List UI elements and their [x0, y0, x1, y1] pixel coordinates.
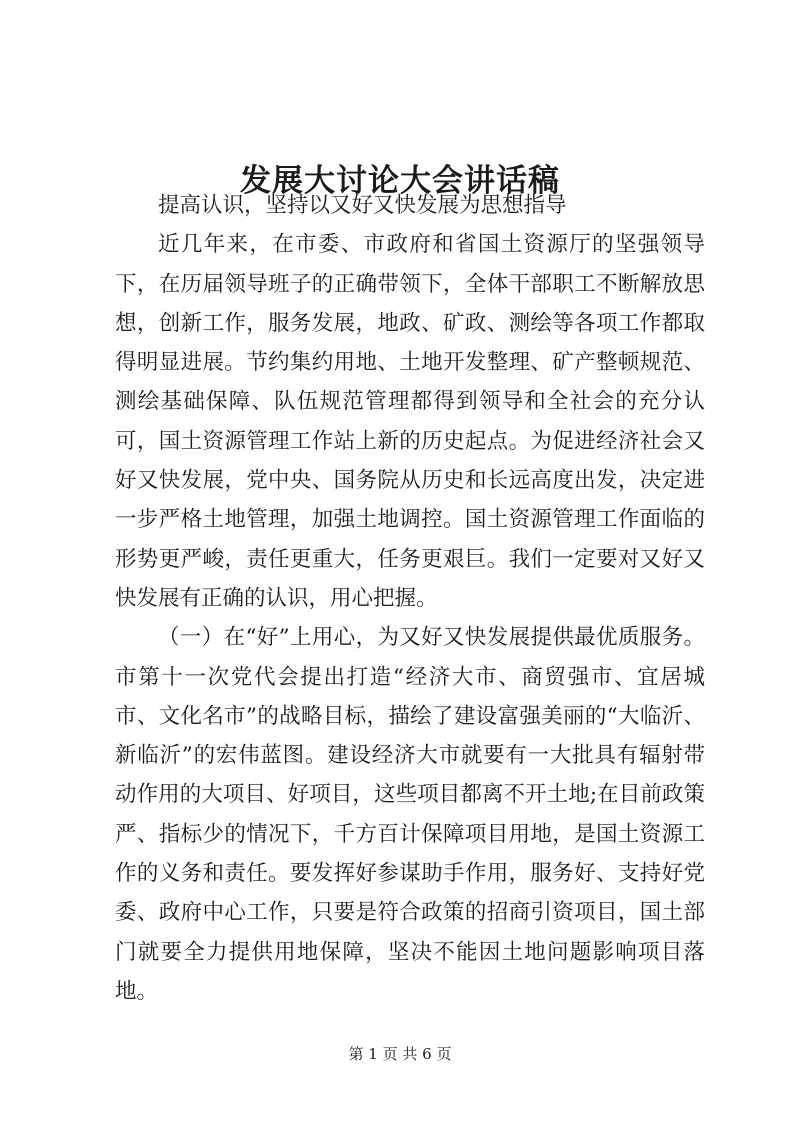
- paragraph: 近几年来，在市委、市政府和省国土资源厅的坚强领导下，在历届领导班子的正确带领下，全体干部职工不断解放思想，创新工作，服务发展，地政、矿政、测绘等各项工作都取得明显进展。节约集约用地、土地开发整理、矿产整顿规范、测绘基础保障、队伍规范管理都得到领导和全社会的充分认可，国土资源管理工作站上新的历史起点。为促进经济社会又好又快发展，党中央、国务院从历史和长远高度出发，决定进一步严格土地管理，加强土地调控。国土资源管理工作面临的形势更严峻，责任更重大，任务更艰巨。我们一定要对又好又快发展有正确的认识，用心把握。: [115, 232, 705, 611]
- page-title: 发展大讨论大会讲话稿: [240, 162, 560, 199]
- page-number-footer: 第 1 页 共 6 页: [348, 1045, 452, 1063]
- paragraph: （一）在“好”上用心，为又好又快发展提供最优质服务。市第十一次党代会提出打造“经济大市、商贸强市、宜居城市、文化名市”的战略目标，描绘了建设富强美丽的“大临沂、新临沂”的宏伟蓝图。建设经济大市就要有一大批具有辐射带动作用的大项目、好项目，这些项目都离不开土地;在目前政策严、指标少的情况下，千方百计保障项目用地，是国土资源工作的义务和责任。要发挥好参谋助手作用，服务好、支持好党委、政府中心工作，只要是符合政策的招商引资项目，国土部门就要全力提供用地保障，坚决不能因土地问题影响项目落地。: [115, 625, 705, 1004]
- paragraph-heading: 提高认识，坚持以又好又快发展为思想指导: [158, 193, 567, 218]
- document-body: [115, 186, 705, 1011]
